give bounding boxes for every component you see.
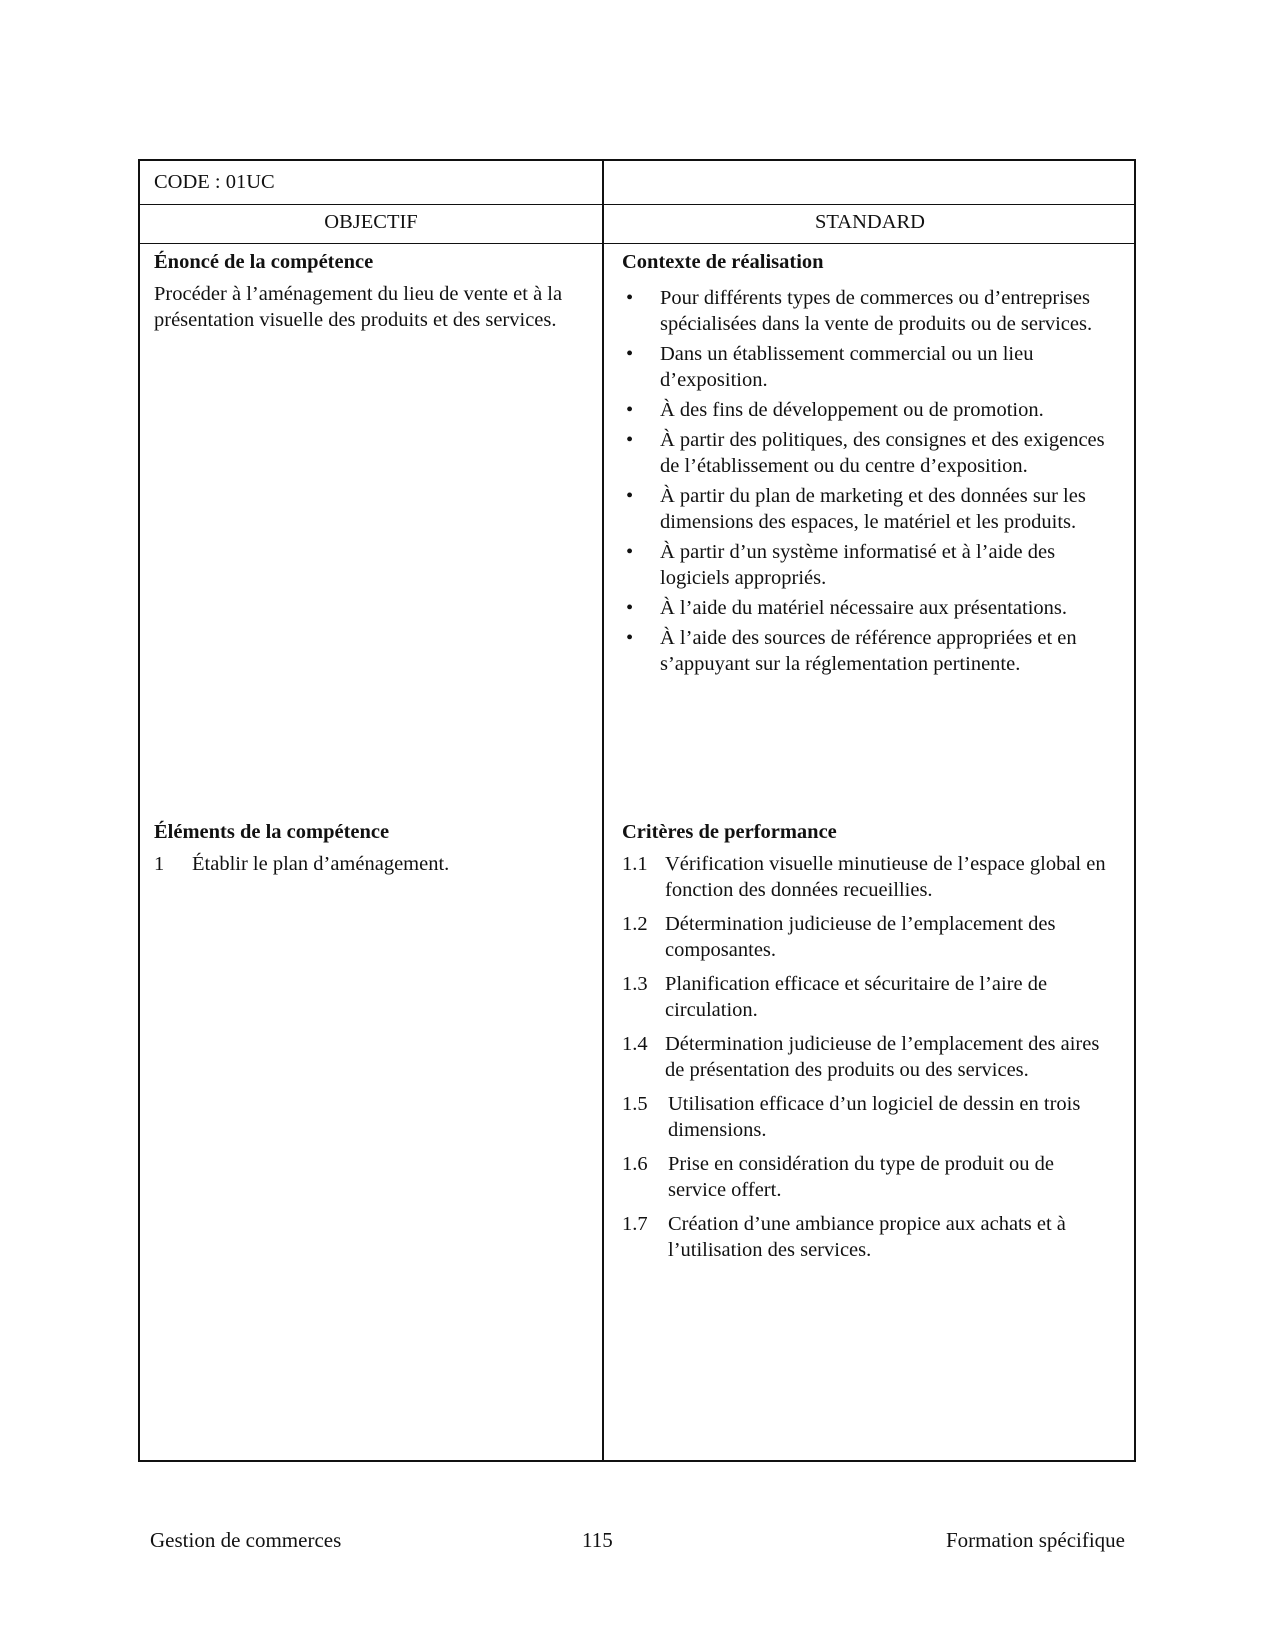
element-text: Établir le plan d’aménagement. <box>192 853 450 875</box>
critere-item <box>622 911 1112 963</box>
contexte-item <box>622 483 1112 535</box>
critere-number: 1.7 <box>622 1213 648 1235</box>
critere-text: Vérification visuelle minutieuse de l’espace global en fonction des données recueillies. <box>665 853 1106 901</box>
contexte-item-text: Pour différents types de commerces ou d’entreprises spécialisées dans la vente de produits ou de services. <box>660 287 1093 335</box>
contexte-heading: Contexte de réalisation <box>622 251 824 273</box>
contexte-item <box>622 427 1112 479</box>
critere-number: 1.2 <box>622 913 648 935</box>
critere-text: Détermination judicieuse de l’emplacement des aires de présentation des produits ou des services. <box>665 1033 1100 1081</box>
bullet-icon: • <box>626 287 634 309</box>
code-label: CODE : 01UC <box>154 171 275 193</box>
element-number: 1 <box>154 853 165 875</box>
critere-item <box>622 1211 1112 1263</box>
critere-number: 1.4 <box>622 1033 648 1055</box>
bullet-icon: • <box>626 343 634 365</box>
critere-number: 1.6 <box>622 1153 648 1175</box>
elements-heading: Éléments de la compétence <box>154 821 390 843</box>
bullet-icon: • <box>626 429 634 451</box>
contexte-list <box>622 285 1112 677</box>
bullet-icon: • <box>626 541 634 563</box>
critere-text: Planification efficace et sécuritaire de l’aire de circulation. <box>665 973 1048 1021</box>
enonce-section <box>154 249 579 333</box>
critere-text: Détermination judicieuse de l’emplacement des composantes. <box>665 913 1056 961</box>
enonce-text: Procéder à l’aménagement du lieu de vente et à la présentation visuelle des produits et des services. <box>154 283 563 331</box>
column-divider <box>602 161 604 1460</box>
competency-table <box>138 159 1136 1462</box>
element-item <box>154 851 579 877</box>
bullet-icon: • <box>626 597 634 619</box>
critere-number: 1.5 <box>622 1093 648 1115</box>
enonce-heading: Énoncé de la compétence <box>154 251 374 273</box>
contexte-item-text: À partir des politiques, des consignes et des exigences de l’établissement ou du centre d’exposition. <box>660 429 1105 477</box>
critere-item <box>622 851 1112 903</box>
bullet-icon: • <box>626 627 634 649</box>
contexte-item-text: À partir du plan de marketing et des données sur les dimensions des espaces, le matériel et les produits. <box>660 485 1086 533</box>
contexte-item <box>622 539 1112 591</box>
footer-section-title: Formation spécifique <box>945 1528 1125 1552</box>
contexte-item <box>622 341 1112 393</box>
contexte-item-text: À des fins de développement ou de promotion. <box>660 399 1044 421</box>
bullet-icon: • <box>626 399 634 421</box>
contexte-item <box>622 595 1112 621</box>
critere-item <box>622 1091 1112 1143</box>
bullet-icon: • <box>626 485 634 507</box>
critere-item <box>622 1031 1112 1083</box>
footer-program-title: Gestion de commerces <box>150 1528 342 1552</box>
criteres-section <box>622 819 1112 1271</box>
critere-number: 1.1 <box>622 853 648 875</box>
critere-text: Utilisation efficace d’un logiciel de dessin en trois dimensions. <box>668 1093 1081 1141</box>
contexte-item <box>622 625 1112 677</box>
contexte-section <box>622 249 1112 681</box>
contexte-item-text: À l’aide du matériel nécessaire aux présentations. <box>660 597 1067 619</box>
critere-number: 1.3 <box>622 973 648 995</box>
header-standard: STANDARD <box>815 211 925 233</box>
critere-item <box>622 1151 1112 1203</box>
row-divider-header <box>140 243 1134 244</box>
row-divider-code <box>140 204 1134 205</box>
elements-section <box>154 819 579 877</box>
contexte-item <box>622 397 1112 423</box>
critere-text: Prise en considération du type de produit ou de service offert. <box>668 1153 1054 1201</box>
critere-text: Création d’une ambiance propice aux achats et à l’utilisation des services. <box>668 1213 1066 1261</box>
contexte-item-text: Dans un établissement commercial ou un lieu d’exposition. <box>660 343 1034 391</box>
criteres-heading: Critères de performance <box>622 821 837 843</box>
critere-item <box>622 971 1112 1023</box>
contexte-item-text: À l’aide des sources de référence appropriées et en s’appuyant sur la réglementation pertinente. <box>660 627 1077 675</box>
header-objectif: OBJECTIF <box>324 211 418 233</box>
contexte-item <box>622 285 1112 337</box>
contexte-item-text: À partir d’un système informatisé et à l’aide des logiciels appropriés. <box>660 541 1056 589</box>
criteres-list <box>622 851 1112 1263</box>
footer-page-number: 115 <box>582 1528 613 1552</box>
